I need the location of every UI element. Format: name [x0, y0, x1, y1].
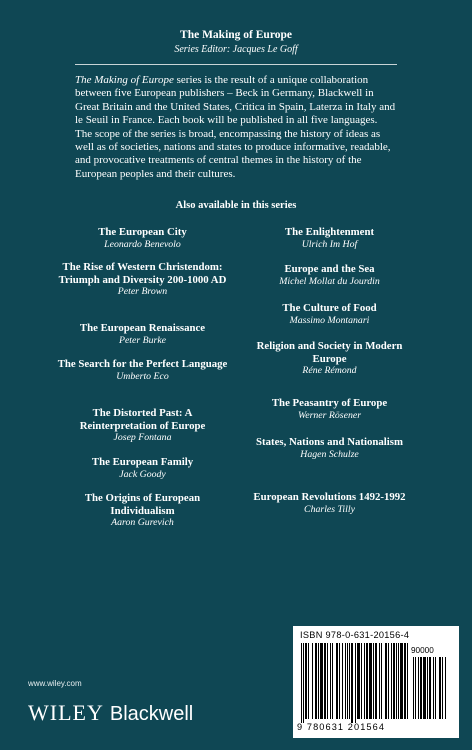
- book-entry: [55, 226, 230, 251]
- barcode-bar: [413, 657, 414, 719]
- barcode-panel: [293, 626, 459, 738]
- barcode-bar: [305, 643, 307, 719]
- book-title: The European Family: [91, 456, 194, 468]
- barcode-bar: [301, 643, 302, 723]
- barcode-bar: [345, 643, 346, 719]
- book-author: Peter Brown: [117, 286, 168, 297]
- barcode-bar: [364, 643, 365, 719]
- book-entry: [242, 226, 417, 251]
- barcode-bar: [336, 643, 338, 719]
- also-available-heading: Also available in this series: [175, 200, 297, 211]
- publisher-logo: [28, 700, 193, 726]
- barcode-bar: [357, 643, 360, 719]
- book-entry: [55, 261, 230, 298]
- book-entry: [242, 302, 417, 327]
- barcode-bar: [312, 643, 313, 719]
- book-entry: [242, 263, 417, 288]
- barcode-bar: [366, 643, 368, 719]
- book-author: Ulrich Im Hof: [301, 238, 358, 250]
- book-author: Massimo Montanari: [289, 314, 370, 326]
- price-barcode: [413, 657, 453, 719]
- barcode-bar: [423, 657, 426, 719]
- barcode-bar: [385, 643, 387, 719]
- barcode-bar: [445, 657, 446, 719]
- book-title: The Distorted Past: A Reinterpretation of Europe: [79, 407, 206, 432]
- barcode-bar: [415, 657, 416, 719]
- price-code: 90000: [411, 646, 434, 655]
- barcode-bar: [373, 643, 374, 719]
- book-title: The European Renaissance: [79, 322, 206, 334]
- barcode-bar: [420, 657, 422, 719]
- book-entry: [55, 358, 230, 383]
- ean-digits: 9 780631 201564: [297, 722, 386, 732]
- book-entry: [242, 340, 417, 377]
- barcode-bar: [330, 643, 331, 719]
- book-author: Leonardo Benevolo: [104, 238, 181, 250]
- barcode-bar: [303, 643, 304, 723]
- book-author: Werner Rösener: [297, 409, 362, 421]
- book-title: The European City: [98, 226, 187, 238]
- book-entry: [242, 491, 417, 516]
- barcode-bar: [381, 643, 382, 719]
- book-title: The Culture of Food: [282, 302, 377, 314]
- barcode-bar: [418, 657, 419, 719]
- barcode-bar: [315, 643, 317, 719]
- barcode-bar: [442, 657, 443, 719]
- book-title: The Enlightenment: [284, 226, 375, 238]
- barcode-bar: [351, 643, 353, 723]
- book-author: Peter Burke: [118, 334, 167, 346]
- barcode-bar: [375, 643, 377, 719]
- book-entry: [55, 322, 230, 347]
- book-author: Charles Tilly: [304, 503, 355, 515]
- barcode-bar: [427, 657, 428, 719]
- barcode-bar: [320, 643, 323, 719]
- barcode-bar: [349, 643, 350, 719]
- barcode-bar: [433, 657, 434, 719]
- book-title: Religion and Society in Modern Europe: [256, 340, 403, 365]
- book-author: Michel Mollat du Jourdin: [279, 275, 380, 287]
- book-entry: [242, 436, 417, 461]
- series-title: The Making of Europe: [180, 29, 292, 41]
- barcode-bar: [396, 643, 397, 719]
- series-name-italic: The Making of Europe: [75, 74, 174, 86]
- book-title: The Origins of European Individualism: [84, 492, 201, 517]
- logo-blackwell-text: Blackwell: [109, 703, 194, 725]
- book-author: Umberto Eco: [116, 370, 169, 382]
- barcode-bar: [407, 643, 408, 719]
- barcode-bar: [439, 657, 441, 719]
- barcode-bar: [400, 643, 403, 719]
- barcode-bar: [429, 657, 431, 719]
- book-entry: [55, 456, 230, 481]
- book-title: The Search for the Perfect Language: [57, 358, 228, 370]
- barcode-bar: [404, 643, 406, 719]
- book-entry: [242, 397, 417, 422]
- barcode-bar: [369, 643, 372, 719]
- book-title: European Revolutions 1492-1992: [253, 491, 406, 503]
- book-title: The Rise of Western Christendom: Triumph and Diversity 200-1000 AD: [58, 261, 227, 286]
- barcode-bar: [379, 643, 380, 719]
- book-author: Aaron Gurevich: [111, 517, 174, 528]
- book-author: Jack Goody: [119, 468, 166, 480]
- barcode-bar: [324, 643, 326, 719]
- book-author: Josep Fontana: [113, 432, 172, 443]
- series-description: [75, 74, 397, 181]
- publisher-website: www.wiley.com: [28, 679, 82, 688]
- barcode-bar: [332, 643, 333, 719]
- barcode-bar: [393, 643, 395, 719]
- series-editor: Series Editor: Jacques Le Goff: [174, 44, 298, 55]
- barcode-bar: [318, 643, 319, 719]
- barcode-bar: [347, 643, 348, 719]
- book-title: Europe and the Sea: [284, 263, 375, 275]
- barcode-bar: [327, 643, 328, 719]
- barcode-bar: [355, 643, 356, 723]
- barcode-bar: [308, 643, 309, 719]
- barcode-bar: [398, 643, 399, 719]
- book-author: Réne Rémond: [302, 365, 357, 376]
- logo-wiley-text: WILEY: [28, 700, 104, 725]
- barcode-bar: [388, 643, 389, 719]
- barcode-bar: [339, 643, 340, 719]
- book-entry: [55, 492, 230, 529]
- barcode-bar: [361, 643, 362, 719]
- ean-barcode: [301, 643, 409, 723]
- divider-rule: [75, 64, 397, 65]
- barcode-bar: [391, 643, 392, 719]
- book-entry: [55, 407, 230, 444]
- series-description-text: series is the result of a unique collaboration between five European publishers – Beck in Germany, Blackwell in Great Britain and the United States, Critica in Spain, Laterza in Italy and le Seuil in France. Each book will be published in all five languages. The scope of the series is broad, encompassing the history of ideas as well as of societies, nations and states to produce informative, readable, and provocative treatments of central themes in the history of the European peoples and their cultures.: [75, 74, 396, 180]
- book-title: The Peasantry of Europe: [271, 397, 388, 409]
- book-author: Hagen Schulze: [300, 448, 359, 460]
- barcode-bar: [435, 657, 436, 719]
- barcode-bar: [342, 643, 343, 719]
- isbn-label: ISBN 978-0-631-20156-4: [300, 630, 410, 640]
- book-title: States, Nations and Nationalism: [256, 436, 403, 448]
